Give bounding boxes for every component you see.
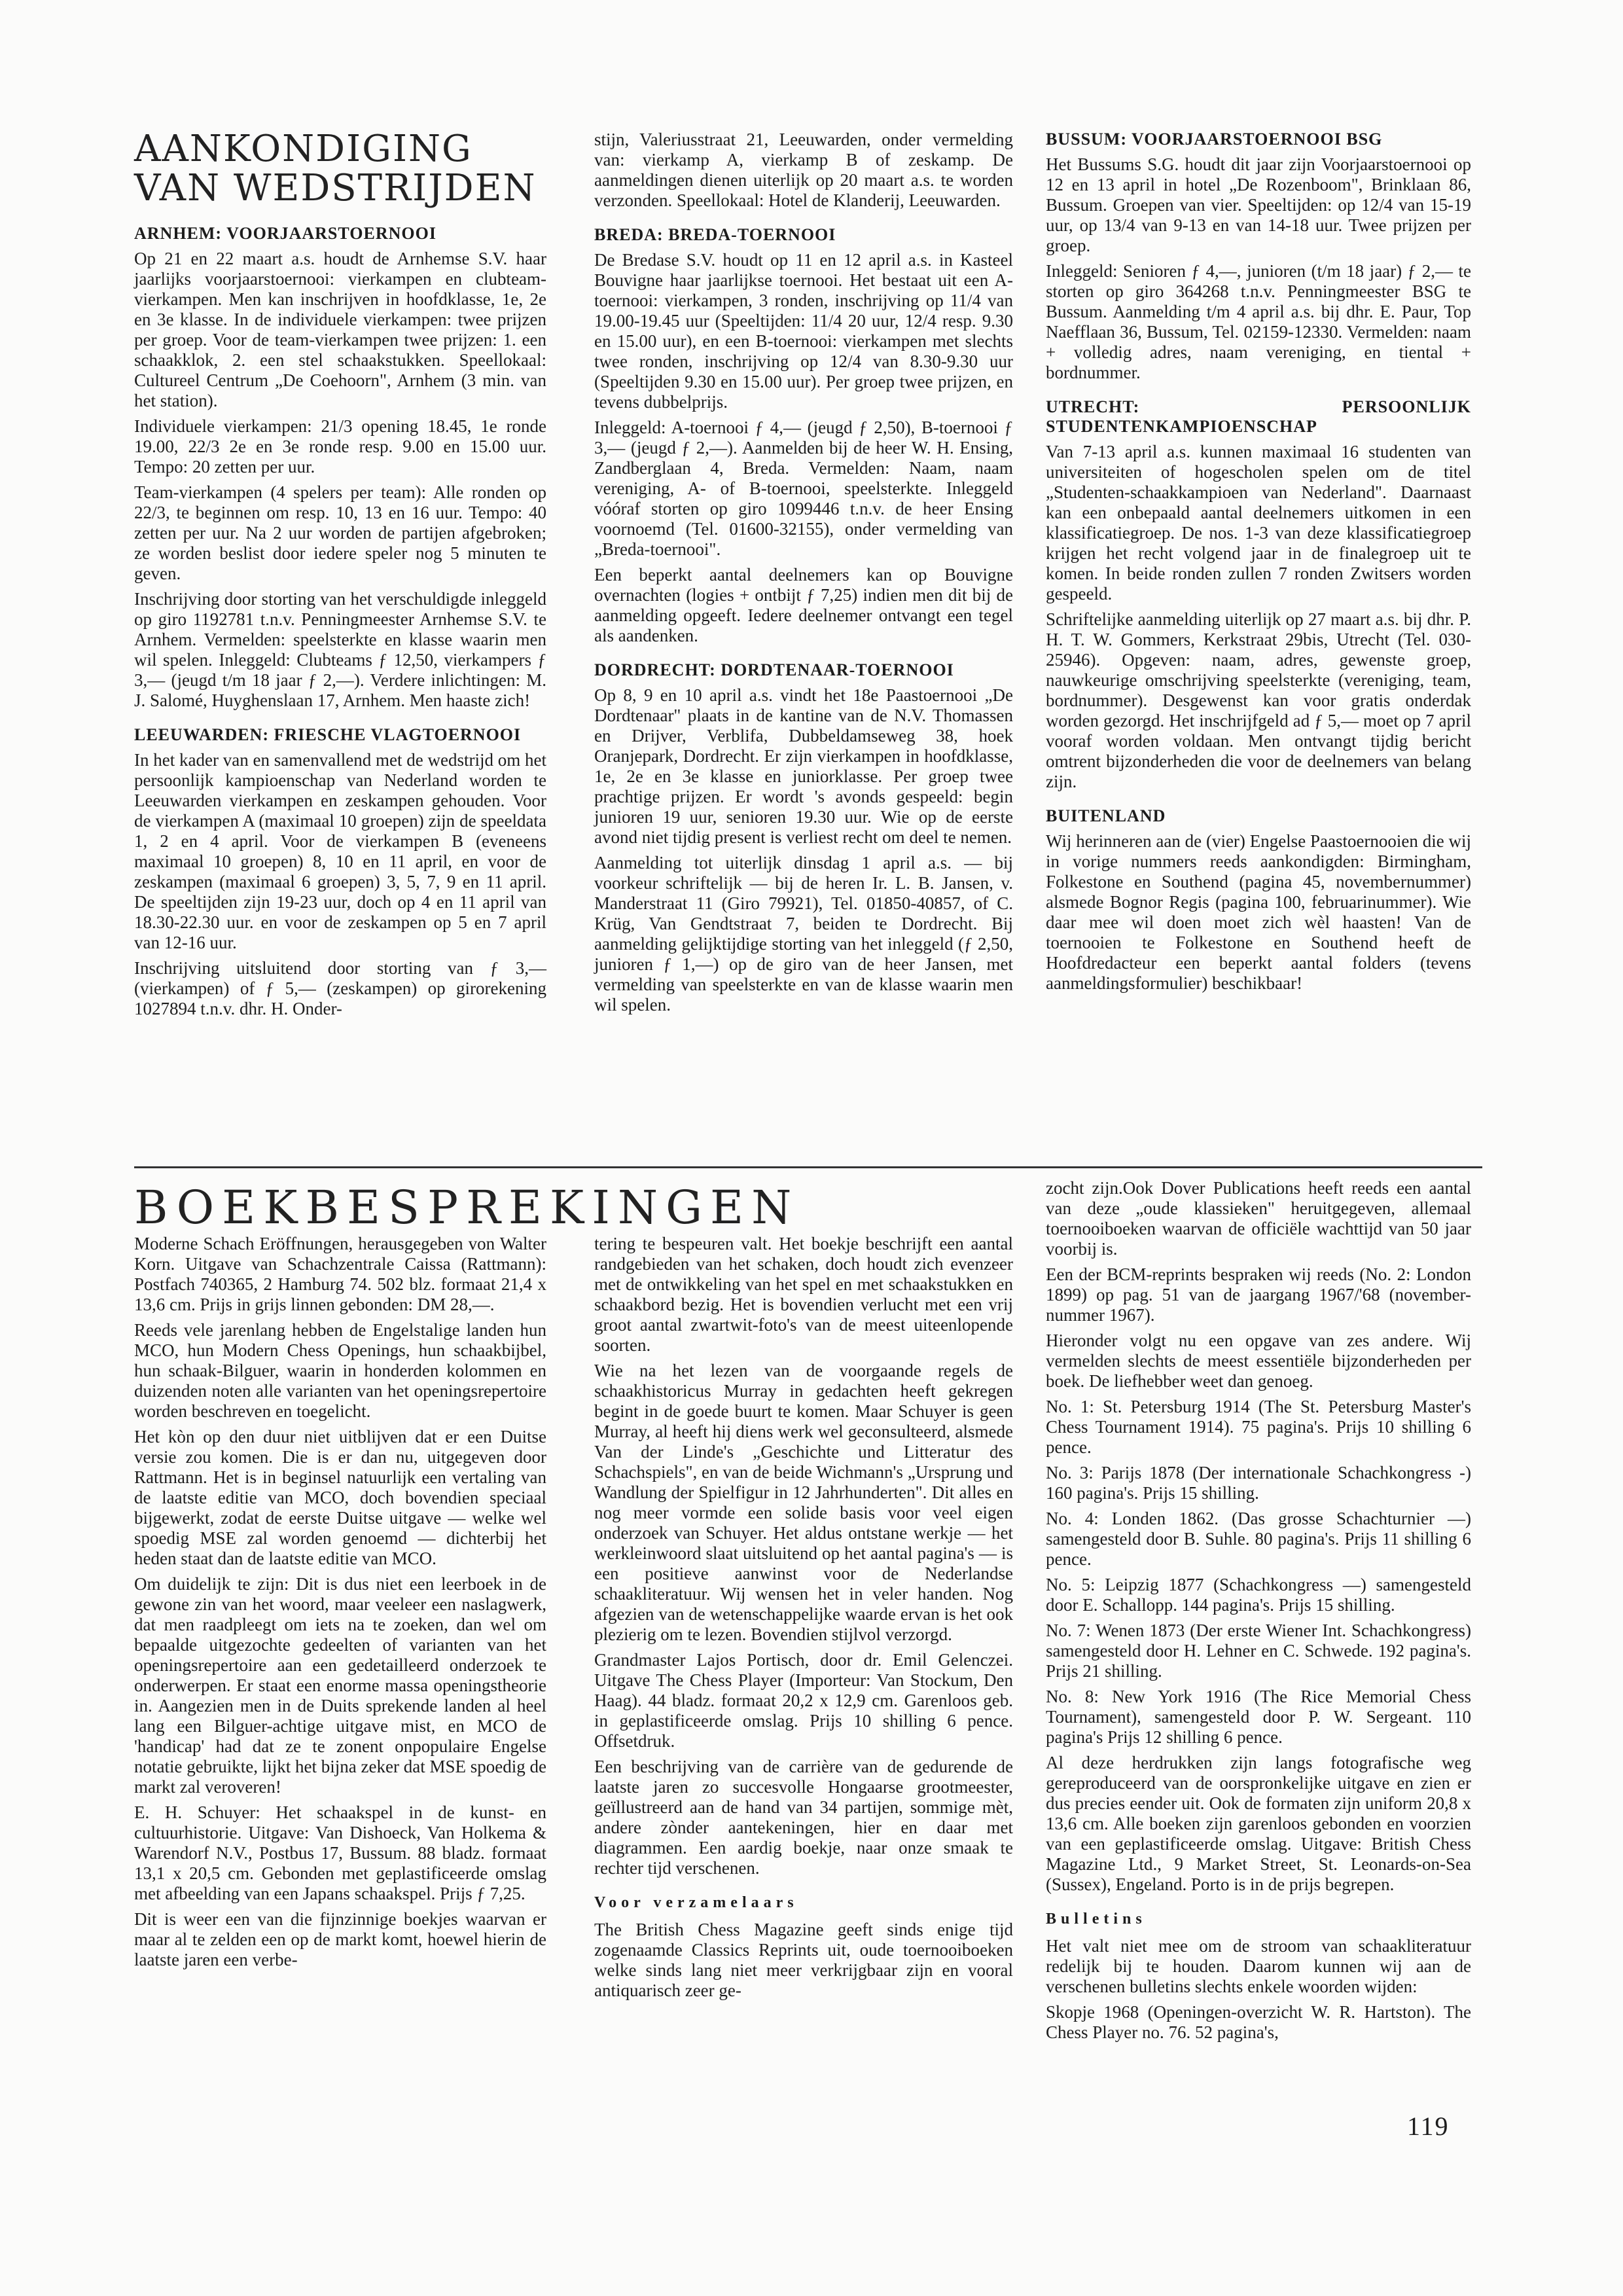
section-heading: BREDA: BREDA-TOERNOOI [594,225,836,244]
paragraph: Op 8, 9 en 10 april a.s. vindt het 18e Paastoernooi „De Dordtenaar" plaats in de kantine van de N.V. Thomassen en Drijver, Verblifa, Dubbeldamseweg 38, hoek Oranjepark, Dordrecht. Er zijn vierkampen in hoofdklasse, 1e, 2e en 3e klasse en juniorklasse. Per groep twee prachtige prijzen. Er wordt 's avonds gespeeld: begin junioren 19 uur, senioren 19.30 uur. Wie op de eerste avond niet tijdig present is verliest recht om deel te nemen. [594,685,1013,847]
paragraph: Om duidelijk te zijn: Dit is dus niet een leerboek in de gewone zin van het woord, maar veeleer een naslagwerk, dat men raadpleegt om iets na te zoeken, dan wel om bepaalde uitgezochte gedeelten of varianten van het openingsrepertoire aan een gedetailleerd onderzoek te onderwerpen. Er staat een enorme massa openingstheorie in. Aangezien men in de Duits sprekende landen al heel lang een Bilguer-achtige uitgave mist, en MCO de 'handicap' had dat ze te zonent onpopulaire Engelse notatie gebruikte, lijkt het bijna zeker dat MSE spoedig de markt zal veroveren! [134,1574,546,1797]
paragraph: Individuele vierkampen: 21/3 opening 18.45, 1e ronde 19.00, 22/3 2e en 3e ronde resp. 9.00 en 15.00 uur. Tempo: 20 zetten per uur. [134,416,546,476]
paragraph: No. 5: Leipzig 1877 (Schachkongress —) samengesteld door E. Schallopp. 144 pagina's. Prijs 15 shilling. [1046,1575,1471,1615]
paragraph: Een beperkt aantal deelnemers kan op Bouvigne overnachten (logies + ontbijt ƒ 7,25) indien men dit bij de aanmelding opgeeft. Iedere deelnemer ontvangt een tegel als aandenken. [594,565,1013,645]
paragraph: Een der BCM-reprints bespraken wij reeds (No. 2: London 1899) op pag. 51 van de jaargang 1967/'68 (november-nummer 1967). [1046,1265,1471,1325]
paragraph: Inleggeld: A-toernooi ƒ 4,— (jeugd ƒ 2,50), B-toernooi ƒ 3,— (jeugd ƒ 2,—). Aanmelden bij de heer W. H. Ensing, Zandberglaan 4, Breda. Vermelden: Naam, naam vereniging, A- of B-toernooi, speelsterkte. Inleggeld vóóraf storten op giro 1099446 t.n.v. de heer Ensing voornoemd (Tel. 01600-32155), onder vermelding van „Breda-toernooi". [594,418,1013,559]
paragraph: Wie na het lezen van de voorgaande regels de schaakhistoricus Murray in gedachten heeft gekregen begint in de goede buurt te komen. Maar Schuyer is geen Murray, al heeft hij diens werk wel geconsulteerd, alsmede Van der Linde's „Geschichte und Litteratur des Schachspiels", en van de beide Wichmann's „Ursprung und Wandlung der Spielfigur in 12 Jahrhunderten". Dit alles en nog meer vormde een solide basis voor veel eigen onderzoek van Schuyer. Het aldus ontstane werkje — het werkleinwoord slaat uitsluitend op het aantal pagina's — is een positieve aanwinst voor de Nederlandse schaakliteratuur. Wij wensen het in veler handen. Nog afgezien van de wetenschappelijke waarde ervan is het ook plezierig om te lezen. Bovendien stijlvol verzorgd. [594,1361,1013,1644]
paragraph: The British Chess Magazine geeft sinds enige tijd zogenaamde Classics Reprints uit, oude toernooiboeken welke sinds lang niet meer verkrijgbaar zijn en vooral antiquarisch zeer ge- [594,1920,1013,2000]
announcements-column-2 [594,130,1013,1015]
subsection-heading: Bulletins [1046,1910,1147,1928]
paragraph: Dit is weer een van die fijnzinnige boekjes waarvan er maar al te zelden een op de markt komt, hoewel hierin de laatste jaren een verbe- [134,1909,546,1969]
paragraph: Op 21 en 22 maart a.s. houdt de Arnhemse S.V. haar jaarlijks voorjaarstoernooi: vierkampen en clubteam-vierkampen. Men kan inschrijven in hoofdklasse, 1e, 2e en 3e klasse. In de individuele vierkampen: twee prijzen per groep. Voor de team-vierkampen twee prijzen: 1. een schaakklok, 2. een stel schaakstukken. Speellokaal: Cultureel Centrum „De Coehoorn", Arnhem (3 min. van het station). [134,249,546,410]
paragraph: Skopje 1968 (Openingen-overzicht W. R. Hartston). The Chess Player no. 76. 52 pagina's, [1046,2002,1471,2042]
paragraph: Inleggeld: Senioren ƒ 4,—, junioren (t/m 18 jaar) ƒ 2,— te storten op giro 364268 t.n.v. Penningmeester BSG te Bussum. Aanmelding t/m 4 april a.s. bij dhr. E. Paur, Top Naefflaan 36, Bussum, Tel. 02159-12330. Vermelden: naam + volledig adres, naam vereniging, en tiental + bordnummer. [1046,261,1471,382]
page-number: 119 [1407,2111,1450,2141]
book-citation: Grandmaster Lajos Portisch, door dr. Emil Gelenczei. Uitgave The Chess Player (Importeur: Van Stockum, Den Haag). 44 bladz. formaat 20,2 x 12,9 cm. Garenloos geb. in geplastificeerde omslag. Prijs 10 shilling 6 pence. Offsetdruk. [594,1650,1013,1751]
paragraph: Een beschrijving van de carrière van de gedurende de laatste jaren zo succesvolle Hongaarse grootmeester, geïllustreerd aan de hand van 34 partijen, sommige mèt, andere zònder aantekeningen, hier en daar met diagrammen. Een aardig boekje, naar onze smaak te rechter tijd verschenen. [594,1757,1013,1878]
paragraph: Het kòn op den duur niet uitblijven dat er een Duitse versie zou komen. Die is er dan nu, uitgegeven door Rattmann. Het is in beginsel natuurlijk een vertaling van de laatste editie van MCO, doch bovendien speciaal bijgewerkt, zodat de eerste Duitse uitgave — welke wel spoedig MSE zal worden genoemd — dichterbij het heden staat dan de laatste editie van MCO. [134,1427,546,1568]
announcements-heading: AANKONDIGING VAN WEDSTRIJDEN [134,128,537,209]
paragraph: Schriftelijke aanmelding uiterlijk op 27 maart a.s. bij dhr. P. H. T. W. Gommers, Kerkstraat 29bis, Utrecht (Tel. 030-25946). Opgeven: naam, adres, gewenste groep, nauwkeurige omschrijving speelsterkte (vereniging, team, bordnummer). Desgewenst kan voor gratis onderdak worden gezorgd. Het inschrijfgeld ad ƒ 5,— moet op 7 april vooraf worden voldaan. Men ontvangt tijdig bericht omtrent bijzonderheden die voor de deelnemers van belang zijn. [1046,609,1471,791]
reviews-column-2 [594,1234,1013,2001]
paragraph: Reeds vele jarenlang hebben de Engelstalige landen hun MCO, hun Modern Chess Openings, hun schaakbijbel, hun schaak-Bilguer, waarin in honderden kolommen en duizenden noten alle varianten van het openingsrepertoire worden beschreven en toegelicht. [134,1320,546,1421]
paragraph: No. 1: St. Petersburg 1914 (The St. Petersburg Master's Chess Tournament 1914). 75 pagina's. Prijs 10 shilling 6 pence. [1046,1397,1471,1457]
section-heading: BUSSUM: VOORJAARSTOERNOOI BSG [1046,130,1383,149]
section-heading: LEEUWARDEN: FRIESCHE VLAGTOERNOOI [134,725,522,744]
paragraph: Het Bussums S.G. houdt dit jaar zijn Voorjaarstoernooi op 12 en 13 april in hotel „De Rozenboom", Brinklaan 86, Bussum. Groepen van vier. Speeltijden: op 12/4 van 15-19 uur, op 13/4 van 9-13 en van 14-18 uur. Twee prijzen per groep. [1046,154,1471,255]
section-heading: DORDRECHT: DORDTENAAR-TOERNOOI [594,660,954,679]
paragraph: tering te bespeuren valt. Het boekje beschrijft een aantal randgebieden van het schaken, doch houdt zich evenzeer met de ontwikkeling van het spel en met schaakstukken en schaakbord bezig. Het is bovendien verlucht met een vrij groot aantal zwartwit-foto's van de meest uiteenlopende soorten. [594,1234,1013,1355]
paragraph: No. 7: Wenen 1873 (Der erste Wiener Int. Schachkongress) samengesteld door H. Lehner en C. Schwede. 192 pagina's. Prijs 21 shilling. [1046,1621,1471,1681]
book-citation: E. H. Schuyer: Het schaakspel in de kunst- en cultuurhistorie. Uitgave: Van Dishoeck, Van Holkema & Warendorf N.V., Postbus 17, Bussum. 88 bladz. formaat 13,1 x 20,5 cm. Gebonden met geplastificeerde omslag met afbeelding van een Japans schaakspel. Prijs ƒ 7,25. [134,1803,546,1903]
paragraph: Wij herinneren aan de (vier) Engelse Paastoernooien die wij in vorige nummers reeds aankondigden: Birmingham, Folkestone en Southend (pagina 45, novembernummer) alsmede Bognor Regis (pagina 100, februarinummer). Wie daar mee wil doen moet zich wèl haasten! Van de toernooien te Folkestone en Southend heeft de Hoofdredacteur een beperkt aantal folders (tevens aanmeldingsformulier) beschikbaar! [1046,831,1471,993]
paragraph: De Bredase S.V. houdt op 11 en 12 april a.s. in Kasteel Bouvigne haar jaarlijkse toernooi. Het bestaat uit een A-toernooi: vierkampen, 3 ronden, inschrijving op 11/4 van 19.00-19.45 uur (Speeltijden: 11/4 20 uur, 12/4 resp. 9.30 en 15.00 uur), en een B-toernooi: vierkampen met slechts twee ronden, inschrijving op 12/4 van 8.30-9.30 uur (Speeltijden 9.30 en 15.00 uur). Per groep twee prijzen, en tevens dubbelprijs. [594,250,1013,412]
paragraph: Het valt niet mee om de stroom van schaakliteratuur redelijk bij te houden. Daarom kunnen wij aan de verschenen bulletins slechts enkele woorden wijden: [1046,1936,1471,1996]
subsection-heading: Voor verzamelaars [594,1894,798,1911]
reviews-column-3 [1046,1178,1471,2043]
paragraph: stijn, Valeriusstraat 21, Leeuwarden, onder vermelding van: vierkamp A, vierkamp B of zeskamp. De aanmeldingen dienen uiterlijk op 20 maart a.s. te worden verzonden. Speellokaal: Hotel de Klanderij, Leeuwarden. [594,130,1013,210]
paragraph: Hieronder volgt nu een opgave van zes andere. Wij vermelden slechts de meest essentiële bijzonderheden per boek. De liefhebber weet dan genoeg. [1046,1331,1471,1391]
section-heading: UTRECHT: PERSOONLIJK STUDENTENKAMPIOENSCHAP [1046,397,1471,436]
paragraph: In het kader van en samenvallend met de wedstrijd om het persoonlijk kampioenschap van Nederland worden te Leeuwarden vierkampen en zeskampen gehouden. Voor de vierkampen A (maximaal 10 groepen) zijn de speeldata 1, 2 en 4 april. Voor de vierkampen B (eveneens maximaal 10 groepen) 8, 10 en 11 april, en voor de zeskampen (maximaal 6 groepen) 3, 5, 7, 9 en 11 april. De speeltijden zijn 19-23 uur, doch op 4 en 11 april van 18.30-22.30 uur. en voor de zeskampen op 5 en 7 april van 12-16 uur. [134,750,546,952]
announcements-column-3 [1046,130,1471,994]
paragraph: No. 4: Londen 1862. (Das grosse Schachturnier —) samengesteld door B. Suhle. 80 pagina's. Prijs 11 shilling 6 pence. [1046,1509,1471,1569]
paragraph: Van 7-13 april a.s. kunnen maximaal 16 studenten van universiteiten of hogescholen spelen om de titel „Studenten-schaakkampioen van Nederland". Daarnaast kan een onbepaald aantal deelnemers uitkomen in een klassificatiegroep. De nos. 1-3 van deze klassificatiegroep krijgen het recht volgend jaar in de finalegroep uit te komen. In beide ronden zullen 7 ronden Zwitsers worden gespeeld. [1046,442,1471,603]
paragraph: Aanmelding tot uiterlijk dinsdag 1 april a.s. — bij voorkeur schriftelijk — bij de heren Ir. L. B. Jansen, v. Manderstraat 11 (Giro 79921), Tel. 01850-40857, of C. Krüg, Van Gendtstraat 7, beiden te Dordrecht. Bij aanmelding gelijktijdige storting van het inleggeld (ƒ 2,50, junioren ƒ 1,—) op de giro van de heer Jansen, met vermelding van speelsterkte en van de klasse waarin men wil spelen. [594,853,1013,1014]
paragraph: Al deze herdrukken zijn langs fotografische weg gereproduceerd van de oorspronkelijke uitgave en zien er dus precies eender uit. Ook de formaten zijn uniform 20,8 x 13,6 cm. Alle boeken zijn garenloos gebonden en voorzien van een geplastificeerde omslag. Uitgave: British Chess Magazine Ltd., 9 Market Street, St. Leonards-on-Sea (Sussex), Engeland. Porto is in de prijs begrepen. [1046,1753,1471,1894]
reviews-column-1 [134,1234,546,1970]
paragraph: No. 8: New York 1916 (The Rice Memorial Chess Tournament), samengesteld door P. W. Sergeant. 110 pagina's Prijs 12 shilling 6 pence. [1046,1687,1471,1747]
section-divider [134,1166,1482,1168]
section-heading: BUITENLAND [1046,806,1166,825]
paragraph: No. 3: Parijs 1878 (Der internationale Schachkongress -) 160 pagina's. Prijs 15 shilling. [1046,1463,1471,1503]
book-citation: Moderne Schach Eröffnungen, herausgegeben von Walter Korn. Uitgave van Schachzentrale Caissa (Rattmann): Postfach 740365, 2 Hamburg 74. 502 blz. formaat 21,4 x 13,6 cm. Prijs in grijs linnen gebonden: DM 28,—. [134,1234,546,1314]
announcements-column-1 [134,224,546,1019]
paragraph: Inschrijving uitsluitend door storting van ƒ 3,— (vierkampen) of ƒ 5,— (zeskampen) op girorekening 1027894 t.n.v. dhr. H. Onder- [134,958,546,1018]
paragraph: Team-vierkampen (4 spelers per team): Alle ronden op 22/3, te beginnen om resp. 10, 13 en 16 uur. Tempo: 40 zetten per uur. Na 2 uur worden de partijen afgebroken; ze worden beslist door iedere speler nog 5 minuten te geven. [134,482,546,583]
paragraph: zocht zijn.Ook Dover Publications heeft reeds een aantal van deze „oude klassieken" heruitgegeven, allemaal toernooiboeken waarvan de officiële wachttijd van 50 jaar voorbij is. [1046,1178,1471,1259]
section-heading: ARNHEM: VOORJAARSTOERNOOI [134,224,437,243]
paragraph: Inschrijving door storting van het verschuldigde inleggeld op giro 1192781 t.n.v. Penningmeester Arnhemse S.V. te Arnhem. Vermelden: speelsterkte en klasse waarin men wil spelen. Inleggeld: Clubteams ƒ 12,50, vierkampers ƒ 3,— (jeugd t/m 18 jaar ƒ 2,—). Verdere inlichtingen: M. J. Salomé, Huyghenslaan 17, Arnhem. Men haaste zich! [134,589,546,710]
reviews-heading: BOEKBESPREKINGEN [134,1181,800,1234]
